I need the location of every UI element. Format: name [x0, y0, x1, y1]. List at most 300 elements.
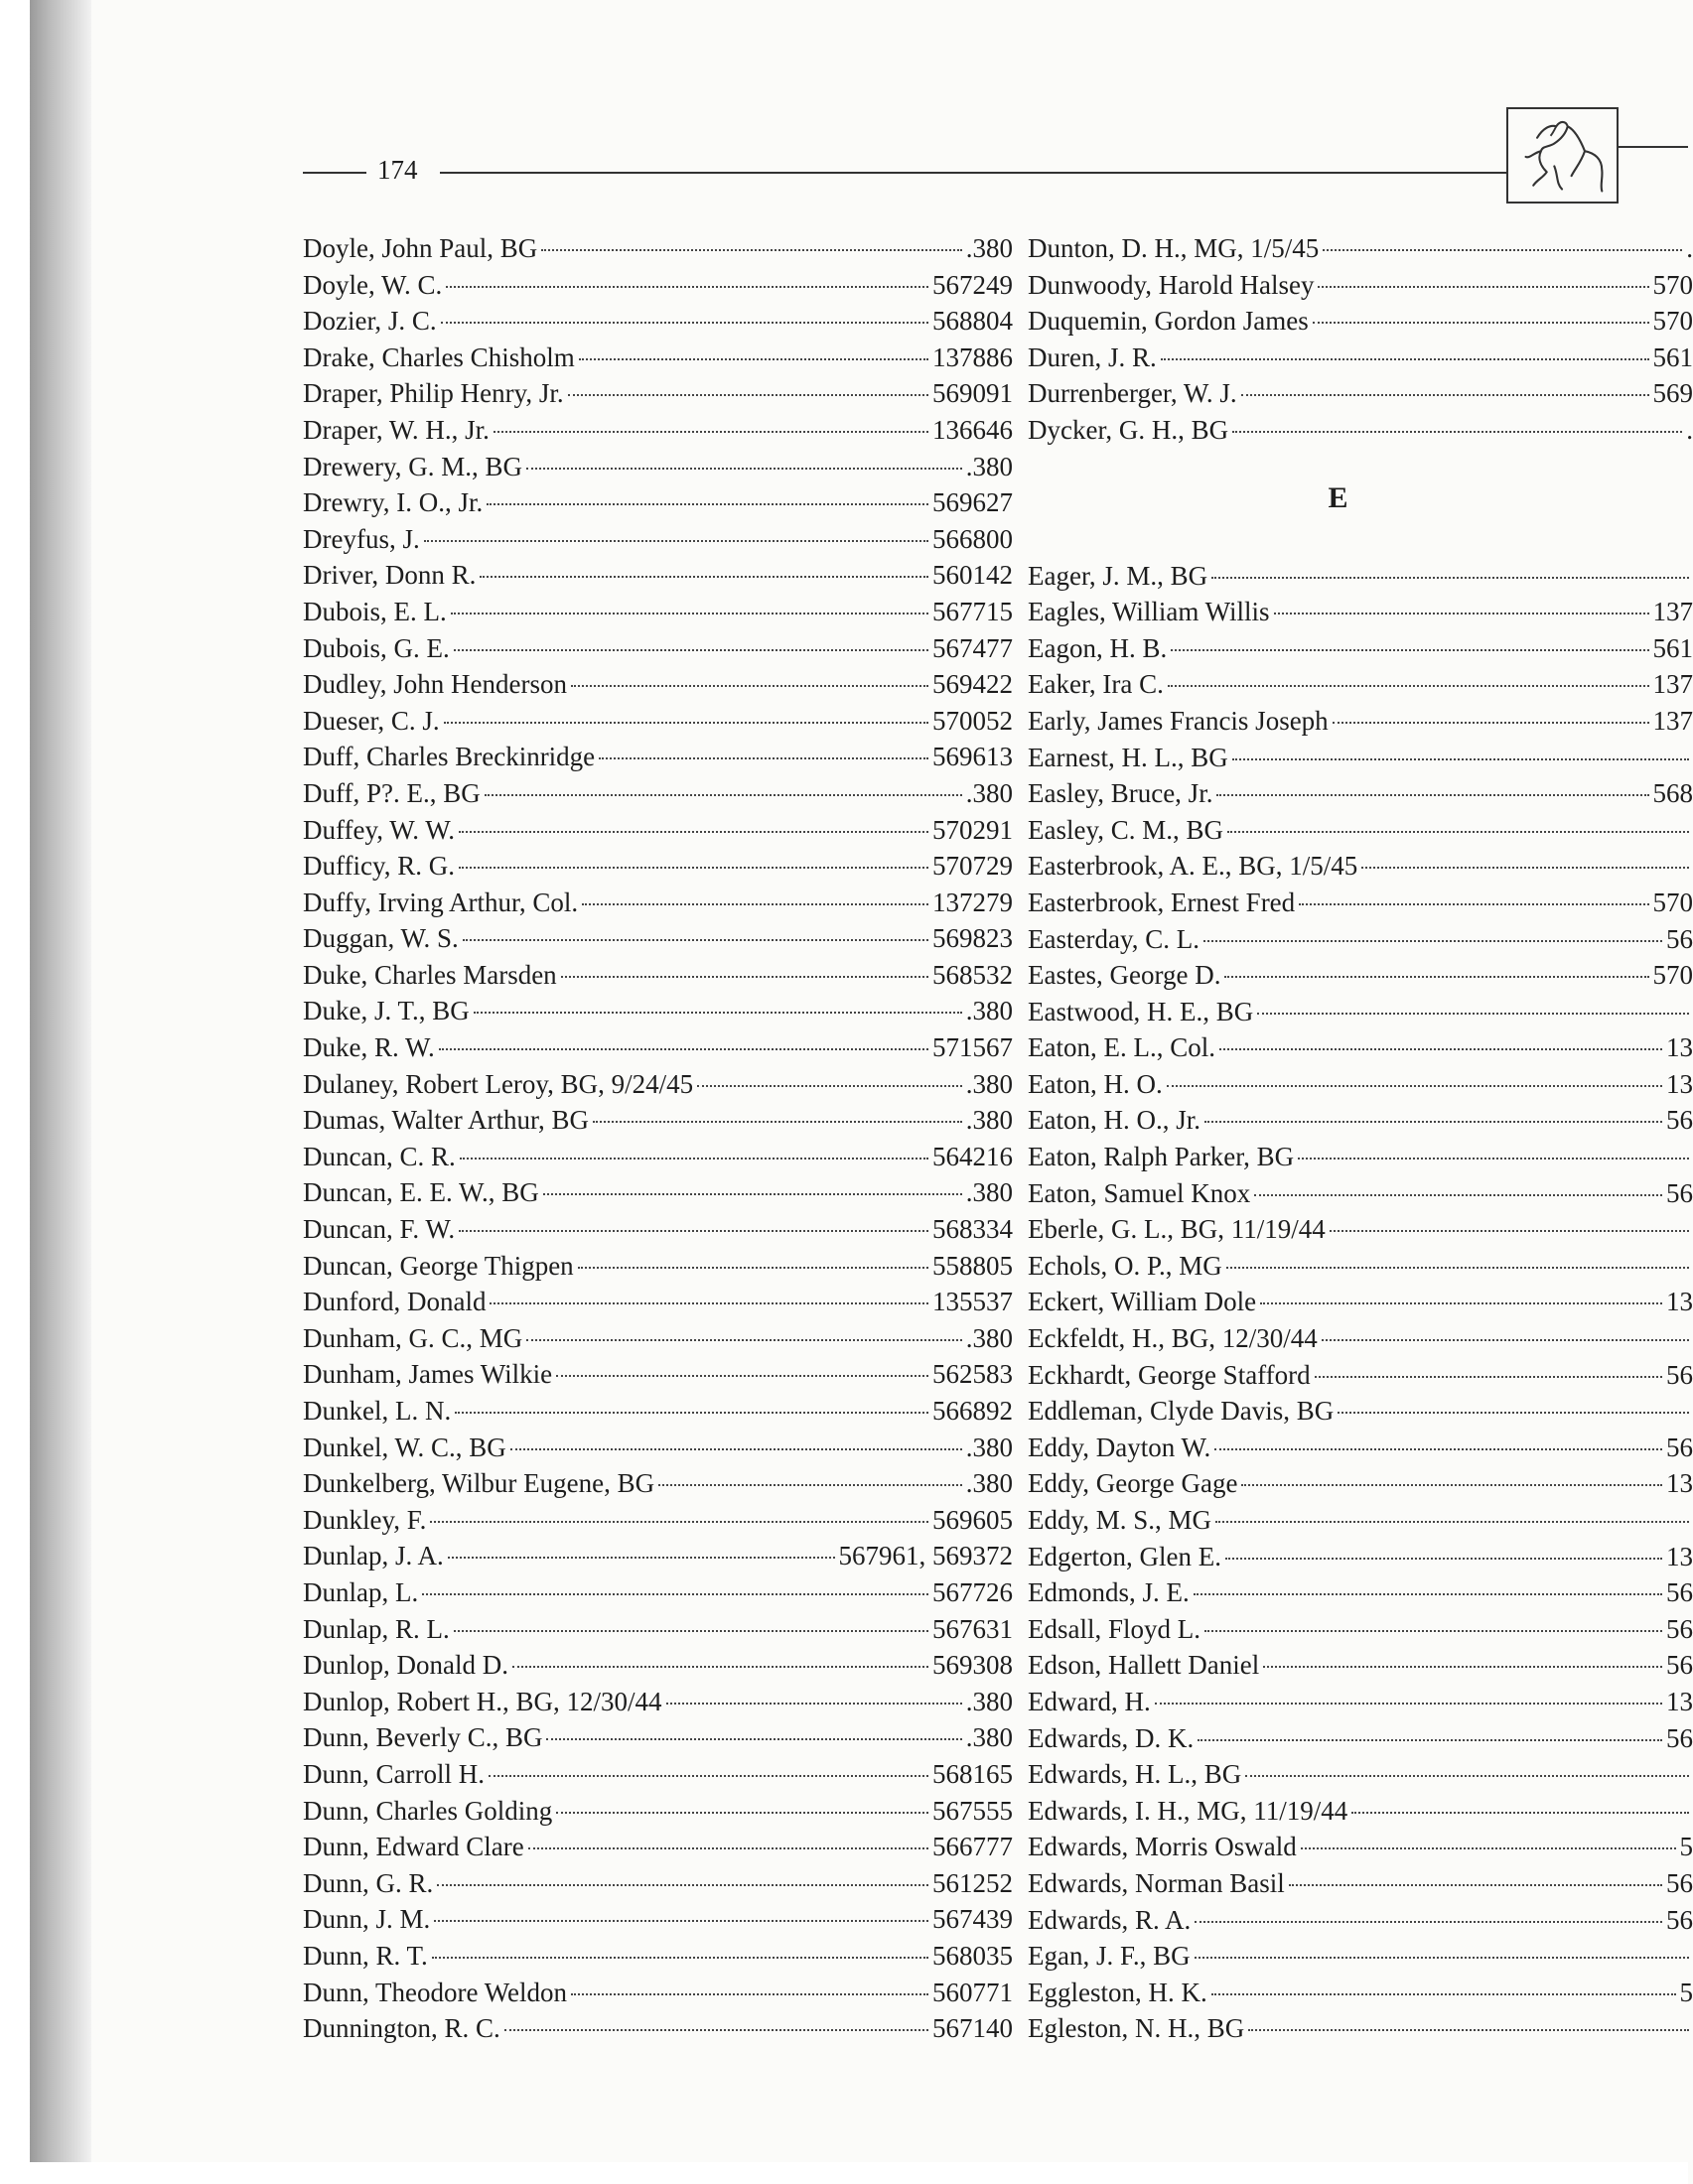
- index-entry: [1028, 558, 1693, 595]
- index-entry: [1028, 1029, 1693, 1066]
- dot-leader: [1211, 1993, 1676, 1995]
- index-entry: [303, 1756, 1013, 1793]
- entry-name: Drewery, G. M., BG: [303, 451, 522, 481]
- d-entries-group: [1028, 230, 1693, 449]
- dot-leader: [1214, 1448, 1662, 1450]
- index-entry: [303, 1719, 1013, 1756]
- entry-name: Easley, Bruce, Jr.: [1028, 778, 1213, 809]
- dot-leader: [474, 1012, 962, 1014]
- dot-leader: [1226, 1267, 1689, 1269]
- entry-number: 570052: [932, 705, 1013, 736]
- dot-leader: [568, 394, 928, 396]
- dot-leader: [1232, 431, 1682, 433]
- dot-leader: [1211, 577, 1689, 579]
- index-entry: [1028, 957, 1693, 994]
- entry-name: Duncan, E. E. W., BG: [303, 1177, 539, 1208]
- index-entry: [303, 775, 1013, 812]
- dot-leader: [1301, 1847, 1676, 1849]
- entry-name: Edwards, I. H., MG, 11/19/44: [1028, 1795, 1348, 1826]
- index-entry: [1028, 1248, 1693, 1285]
- entry-number: 567140: [932, 2013, 1013, 2044]
- entry-number: .380: [965, 1177, 1013, 1208]
- entry-number: 570: [1652, 306, 1693, 337]
- index-entry: [1028, 740, 1693, 776]
- entry-name: Dunlop, Donald D.: [303, 1650, 508, 1681]
- entry-name: Dulaney, Robert Leroy, BG, 9/24/45: [303, 1068, 694, 1099]
- index-entry: [1028, 703, 1693, 740]
- entry-number: 569308: [932, 1650, 1013, 1681]
- entry-number: 13: [1666, 1541, 1693, 1571]
- header-rule-tail: [1619, 146, 1688, 148]
- entry-number: 562583: [932, 1359, 1013, 1390]
- dot-leader: [1257, 1013, 1689, 1015]
- entry-number: 135537: [932, 1287, 1013, 1317]
- dot-leader: [1241, 1484, 1662, 1486]
- dot-leader: [526, 1339, 962, 1341]
- index-entry: [303, 739, 1013, 775]
- entry-number: 567555: [932, 1795, 1013, 1826]
- index-entry: [1028, 630, 1693, 667]
- index-entry: [303, 484, 1013, 521]
- index-entry: [303, 1975, 1013, 2011]
- entry-number: 560142: [932, 560, 1013, 591]
- entry-name: Duggan, W. S.: [303, 923, 459, 954]
- index-entry: [303, 630, 1013, 667]
- entry-name: Dunn, J. M.: [303, 1904, 431, 1935]
- index-entry: [303, 412, 1013, 449]
- entry-name: Dunham, James Wilkie: [303, 1359, 553, 1390]
- entry-name: Dunkley, F.: [303, 1504, 427, 1535]
- entry-name: Eckert, William Dole: [1028, 1287, 1257, 1317]
- entry-number: 569823: [932, 923, 1013, 954]
- entry-name: Duke, Charles Marsden: [303, 959, 557, 990]
- scan-bottom-margin: [30, 2162, 1688, 2184]
- index-entry: [1028, 775, 1693, 812]
- entry-number: 568334: [932, 1214, 1013, 1245]
- entry-name: Eastwood, H. E., BG: [1028, 996, 1254, 1026]
- index-entry: [303, 1901, 1013, 1938]
- dot-leader: [422, 1593, 928, 1595]
- entry-number: 13: [1666, 1287, 1693, 1317]
- entry-number: 56: [1666, 1177, 1693, 1208]
- dot-leader: [1203, 940, 1662, 942]
- index-entry: [303, 993, 1013, 1029]
- dot-leader: [512, 1666, 928, 1668]
- dot-leader: [1204, 1121, 1662, 1123]
- index-entry: [303, 1829, 1013, 1865]
- dot-leader: [1195, 1957, 1689, 1959]
- entry-number: .380: [965, 777, 1013, 808]
- entry-number: 56: [1666, 1867, 1693, 1898]
- entry-number: .380: [965, 1722, 1013, 1753]
- entry-name: Dycker, G. H., BG: [1028, 414, 1229, 445]
- entry-name: Dudley, John Henderson: [303, 669, 567, 700]
- entry-name: Dunford, Donald: [303, 1287, 487, 1317]
- entry-number: 13: [1666, 1686, 1693, 1716]
- dot-leader: [424, 540, 928, 542]
- index-entry: [1028, 1720, 1693, 1757]
- entry-number: .380: [965, 996, 1013, 1026]
- dot-leader: [441, 322, 928, 324]
- entry-number: 56: [1666, 1904, 1693, 1935]
- entry-number: 564216: [932, 1141, 1013, 1171]
- entry-name: Dunlap, L.: [303, 1576, 419, 1607]
- entry-name: Duncan, C. R.: [303, 1141, 456, 1171]
- scan-margin: [0, 0, 30, 2184]
- entry-name: Easterbrook, A. E., BG, 1/5/45: [1028, 851, 1358, 882]
- dot-leader: [494, 431, 928, 433]
- entry-name: Eberle, G. L., BG, 11/19/44: [1028, 1214, 1326, 1245]
- index-entry: [303, 812, 1013, 849]
- entry-name: Dunn, R. T.: [303, 1940, 428, 1971]
- entry-number: .380: [965, 1068, 1013, 1099]
- entry-name: Easterbrook, Ernest Fred: [1028, 887, 1296, 917]
- entry-name: Durrenberger, W. J.: [1028, 378, 1237, 409]
- entry-number: 567961, 569372: [838, 1541, 1013, 1571]
- entry-number: 567477: [932, 632, 1013, 663]
- dot-leader: [1225, 1558, 1662, 1560]
- dot-leader: [430, 1521, 928, 1523]
- entry-name: Dubois, E. L.: [303, 596, 447, 626]
- dot-leader: [1219, 1048, 1662, 1050]
- dot-leader: [480, 576, 928, 578]
- entry-number: 561252: [932, 1867, 1013, 1898]
- entry-number: 569605: [932, 1504, 1013, 1535]
- entry-name: Draper, W. H., Jr.: [303, 414, 490, 445]
- index-entry: [1028, 1393, 1693, 1430]
- entry-number: 568532: [932, 959, 1013, 990]
- entry-number: 137: [1652, 597, 1693, 627]
- index-entry: [303, 230, 1013, 267]
- entry-number: 56: [1666, 1359, 1693, 1390]
- index-entry: [303, 303, 1013, 340]
- dot-leader: [556, 1812, 928, 1814]
- index-entry: [303, 703, 1013, 740]
- horse-emblem-icon: [1506, 107, 1619, 204]
- entry-name: Easterday, C. L.: [1028, 923, 1199, 954]
- dot-leader: [1254, 1194, 1662, 1196]
- index-entry: [303, 1938, 1013, 1975]
- index-entry: [303, 957, 1013, 994]
- dot-leader: [459, 831, 928, 833]
- entry-name: Eaton, H. O., Jr.: [1028, 1105, 1200, 1136]
- index-entry: [1028, 1574, 1693, 1611]
- dot-leader: [1330, 1230, 1689, 1232]
- entry-name: Dumas, Walter Arthur, BG: [303, 1105, 589, 1136]
- entry-number: 560771: [932, 1977, 1013, 2007]
- entry-name: Duncan, F. W.: [303, 1214, 456, 1245]
- entry-name: Duffy, Irving Arthur, Col.: [303, 887, 579, 917]
- dot-leader: [1322, 1339, 1689, 1341]
- entry-name: Dunnington, R. C.: [303, 2013, 500, 2044]
- left-column: [303, 230, 1013, 2047]
- entry-name: Doyle, John Paul, BG: [303, 233, 538, 263]
- entry-number: 137: [1652, 705, 1693, 736]
- entry-name: Egan, J. F., BG: [1028, 1941, 1191, 1972]
- entry-name: Eckhardt, George Stafford: [1028, 1359, 1311, 1390]
- index-entry: [303, 1248, 1013, 1285]
- entry-name: Edson, Hallett Daniel: [1028, 1650, 1260, 1681]
- entry-name: Easley, C. M., BG: [1028, 814, 1223, 845]
- entry-number: 56: [1666, 1432, 1693, 1462]
- index-entry: [303, 340, 1013, 376]
- entry-name: Dunn, Charles Golding: [303, 1795, 553, 1826]
- entry-name: Eddy, George Gage: [1028, 1468, 1238, 1499]
- dot-leader: [434, 1920, 928, 1922]
- entry-number: 5: [1679, 1977, 1693, 2007]
- dot-leader: [1194, 1593, 1662, 1595]
- entry-number: .: [1686, 233, 1693, 263]
- dot-leader: [454, 1630, 928, 1632]
- index-entry: [303, 1320, 1013, 1357]
- entry-name: Drewry, I. O., Jr.: [303, 487, 484, 518]
- entry-number: 570: [1652, 269, 1693, 300]
- entry-name: Duke, J. T., BG: [303, 996, 470, 1026]
- entry-number: 56: [1666, 1722, 1693, 1753]
- dot-leader: [1313, 322, 1649, 324]
- entry-name: Dunn, G. R.: [303, 1867, 434, 1898]
- header-rule-right: [440, 172, 1506, 174]
- entry-name: Eaker, Ira C.: [1028, 669, 1164, 700]
- index-entry: [303, 449, 1013, 485]
- index-entry: [303, 375, 1013, 412]
- entry-number: 569: [1652, 378, 1693, 409]
- entry-name: Early, James Francis Joseph: [1028, 705, 1329, 736]
- entry-name: Edsall, Floyd L.: [1028, 1613, 1200, 1644]
- dot-leader: [578, 1267, 928, 1269]
- entry-name: Dreyfus, J.: [303, 523, 420, 554]
- header-rule-left: [303, 172, 366, 174]
- index-entry: [1028, 1430, 1693, 1466]
- index-entry: [1028, 1465, 1693, 1502]
- entry-number: 567249: [932, 269, 1013, 300]
- dot-leader: [446, 286, 928, 288]
- entry-number: 136646: [932, 414, 1013, 445]
- dot-leader: [510, 1448, 962, 1450]
- entry-name: Eaton, E. L., Col.: [1028, 1032, 1215, 1063]
- entry-name: Eagles, William Willis: [1028, 597, 1270, 627]
- entry-name: Dunlap, J. A.: [303, 1541, 444, 1571]
- dot-leader: [432, 1957, 928, 1959]
- index-entry: [1028, 994, 1693, 1030]
- index-entry: [303, 1611, 1013, 1648]
- index-entry: [1028, 1175, 1693, 1212]
- index-entry: [1028, 1357, 1693, 1394]
- entry-name: Eaton, Samuel Knox: [1028, 1177, 1251, 1208]
- dot-leader: [1227, 831, 1689, 833]
- entry-name: Duncan, George Thigpen: [303, 1250, 574, 1281]
- entry-number: 13: [1666, 1068, 1693, 1099]
- dot-leader: [437, 1884, 928, 1886]
- index-entry: [1028, 1611, 1693, 1648]
- dot-leader: [459, 1230, 928, 1232]
- index-entry: [1028, 1793, 1693, 1830]
- entry-number: 570291: [932, 814, 1013, 845]
- entry-name: Dunham, G. C., MG: [303, 1322, 523, 1353]
- index-entry: [1028, 1284, 1693, 1320]
- entry-name: Duffey, W. W.: [303, 814, 456, 845]
- dot-leader: [448, 1557, 835, 1559]
- entry-number: 13: [1666, 1468, 1693, 1499]
- page-number: 174: [377, 155, 418, 185]
- index-entry: [303, 594, 1013, 630]
- entry-name: Egleston, N. H., BG: [1028, 2013, 1245, 2044]
- entry-name: Dueser, C. J.: [303, 705, 440, 736]
- index-entry: [303, 885, 1013, 921]
- dot-leader: [582, 903, 928, 905]
- index-entry: [303, 1284, 1013, 1320]
- dot-leader: [1155, 1703, 1662, 1705]
- dot-leader: [485, 794, 962, 796]
- entry-name: Edwards, H. L., BG: [1028, 1759, 1242, 1790]
- dot-leader: [571, 685, 928, 687]
- index-entry: [1028, 1756, 1693, 1793]
- index-entry: [1028, 303, 1693, 340]
- entry-name: Edwards, R. A.: [1028, 1904, 1192, 1935]
- dot-leader: [1167, 1085, 1662, 1087]
- dot-leader: [460, 1158, 928, 1160]
- dot-leader: [546, 1738, 961, 1740]
- entry-number: .380: [965, 1105, 1013, 1136]
- entry-name: Dubois, G. E.: [303, 632, 450, 663]
- dot-leader: [658, 1484, 962, 1486]
- entry-number: 561: [1652, 632, 1693, 663]
- dot-leader: [455, 1412, 928, 1414]
- index-entry: [1028, 1539, 1693, 1575]
- dot-leader: [1216, 794, 1648, 796]
- entry-number: 5: [1679, 1832, 1693, 1862]
- entry-number: 56: [1666, 1577, 1693, 1608]
- index-entry: [303, 1793, 1013, 1830]
- index-entry: [1028, 1647, 1693, 1684]
- index-entry: [303, 1139, 1013, 1175]
- entry-name: Edgerton, Glen E.: [1028, 1541, 1221, 1571]
- entry-number: 561: [1652, 341, 1693, 372]
- index-entry: [1028, 1066, 1693, 1103]
- index-entry: [1028, 340, 1693, 376]
- index-entry: [303, 1647, 1013, 1684]
- entry-number: .380: [965, 1468, 1013, 1499]
- entry-number: 568035: [932, 1940, 1013, 1971]
- entry-number: 56: [1666, 1613, 1693, 1644]
- entry-name: Eddleman, Clyde Davis, BG: [1028, 1396, 1335, 1427]
- entry-name: Edwards, Morris Oswald: [1028, 1832, 1297, 1862]
- entry-number: 567715: [932, 596, 1013, 626]
- entry-number: .380: [965, 233, 1013, 263]
- entry-name: Echols, O. P., MG: [1028, 1250, 1222, 1281]
- entry-number: 570: [1652, 960, 1693, 991]
- index-entry: [1028, 1320, 1693, 1357]
- index-entry: [1028, 1938, 1693, 1975]
- dot-leader: [489, 1775, 928, 1777]
- entry-number: 571567: [932, 1032, 1013, 1063]
- dot-leader: [1299, 903, 1648, 905]
- dot-leader: [1168, 685, 1649, 687]
- dot-leader: [439, 1048, 928, 1050]
- entry-name: Edmonds, J. E.: [1028, 1577, 1190, 1608]
- index-entry: [303, 1502, 1013, 1539]
- entry-number: 137279: [932, 887, 1013, 917]
- entry-number: .380: [965, 1322, 1013, 1353]
- entry-number: .380: [965, 1432, 1013, 1462]
- dot-leader: [1161, 358, 1649, 360]
- index-entry: [303, 920, 1013, 957]
- entry-number: 567439: [932, 1904, 1013, 1935]
- index-entry: [303, 557, 1013, 594]
- entry-name: Dunn, Beverly C., BG: [303, 1722, 543, 1753]
- dot-leader: [1248, 2029, 1689, 2031]
- index-entry: [303, 1465, 1013, 1502]
- index-entry: [1028, 230, 1693, 267]
- dot-leader: [1198, 1739, 1662, 1741]
- index-entry: [303, 1574, 1013, 1611]
- index-entry: [303, 1356, 1013, 1393]
- index-entry: [303, 1102, 1013, 1139]
- index-entry: [1028, 1102, 1693, 1139]
- index-entry: [1028, 812, 1693, 849]
- dot-leader: [593, 1121, 962, 1123]
- dot-leader: [1241, 394, 1649, 396]
- entry-number: 13: [1666, 1032, 1693, 1063]
- dot-leader: [1195, 1921, 1662, 1923]
- index-entry: [1028, 1502, 1693, 1539]
- dot-leader: [1351, 1812, 1689, 1814]
- entry-name: Earnest, H. L., BG: [1028, 742, 1228, 772]
- entry-name: Duquemin, Gordon James: [1028, 306, 1309, 337]
- index-entry: [1028, 848, 1693, 885]
- entry-number: 56: [1666, 1105, 1693, 1136]
- entry-number: 568: [1652, 778, 1693, 809]
- index-entry: [303, 1174, 1013, 1211]
- dot-leader: [1232, 758, 1689, 760]
- entry-number: 558805: [932, 1250, 1013, 1281]
- dot-leader: [599, 757, 928, 759]
- index-entry: [1028, 594, 1693, 630]
- entry-name: Dunkel, W. C., BG: [303, 1432, 506, 1462]
- entry-name: Edward, H.: [1028, 1686, 1151, 1716]
- dot-leader: [543, 1193, 962, 1195]
- dot-leader: [1215, 1521, 1689, 1523]
- index-entry: [1028, 1865, 1693, 1902]
- entry-name: Dunlap, R. L.: [303, 1613, 450, 1644]
- dot-leader: [459, 867, 928, 869]
- dot-leader: [1224, 976, 1648, 978]
- entry-number: 569627: [932, 487, 1013, 518]
- entry-name: Duff, P?. E., BG: [303, 777, 481, 808]
- index-entry: [1028, 1902, 1693, 1939]
- index-entry: [1028, 921, 1693, 958]
- index-entry: [303, 1538, 1013, 1574]
- dot-leader: [1333, 722, 1649, 724]
- entry-number: 56: [1666, 923, 1693, 954]
- entry-name: Dunton, D. H., MG, 1/5/45: [1028, 233, 1320, 263]
- index-entry: [303, 1211, 1013, 1248]
- e-entries-group: [1028, 558, 1693, 2047]
- entry-name: Duke, R. W.: [303, 1032, 435, 1063]
- binding-shadow: [30, 0, 91, 2164]
- right-column: [1028, 230, 1693, 2047]
- entry-number: 137886: [932, 341, 1013, 372]
- index-entry: [303, 848, 1013, 885]
- entry-name: Eaton, Ralph Parker, BG: [1028, 1142, 1295, 1172]
- entry-name: Eagon, H. B.: [1028, 632, 1168, 663]
- dot-leader: [561, 976, 928, 978]
- index-entry: [303, 1393, 1013, 1430]
- index-entry: [1028, 885, 1693, 921]
- index-entry: [303, 267, 1013, 304]
- dot-leader: [463, 939, 928, 941]
- entry-name: Drake, Charles Chisholm: [303, 341, 575, 372]
